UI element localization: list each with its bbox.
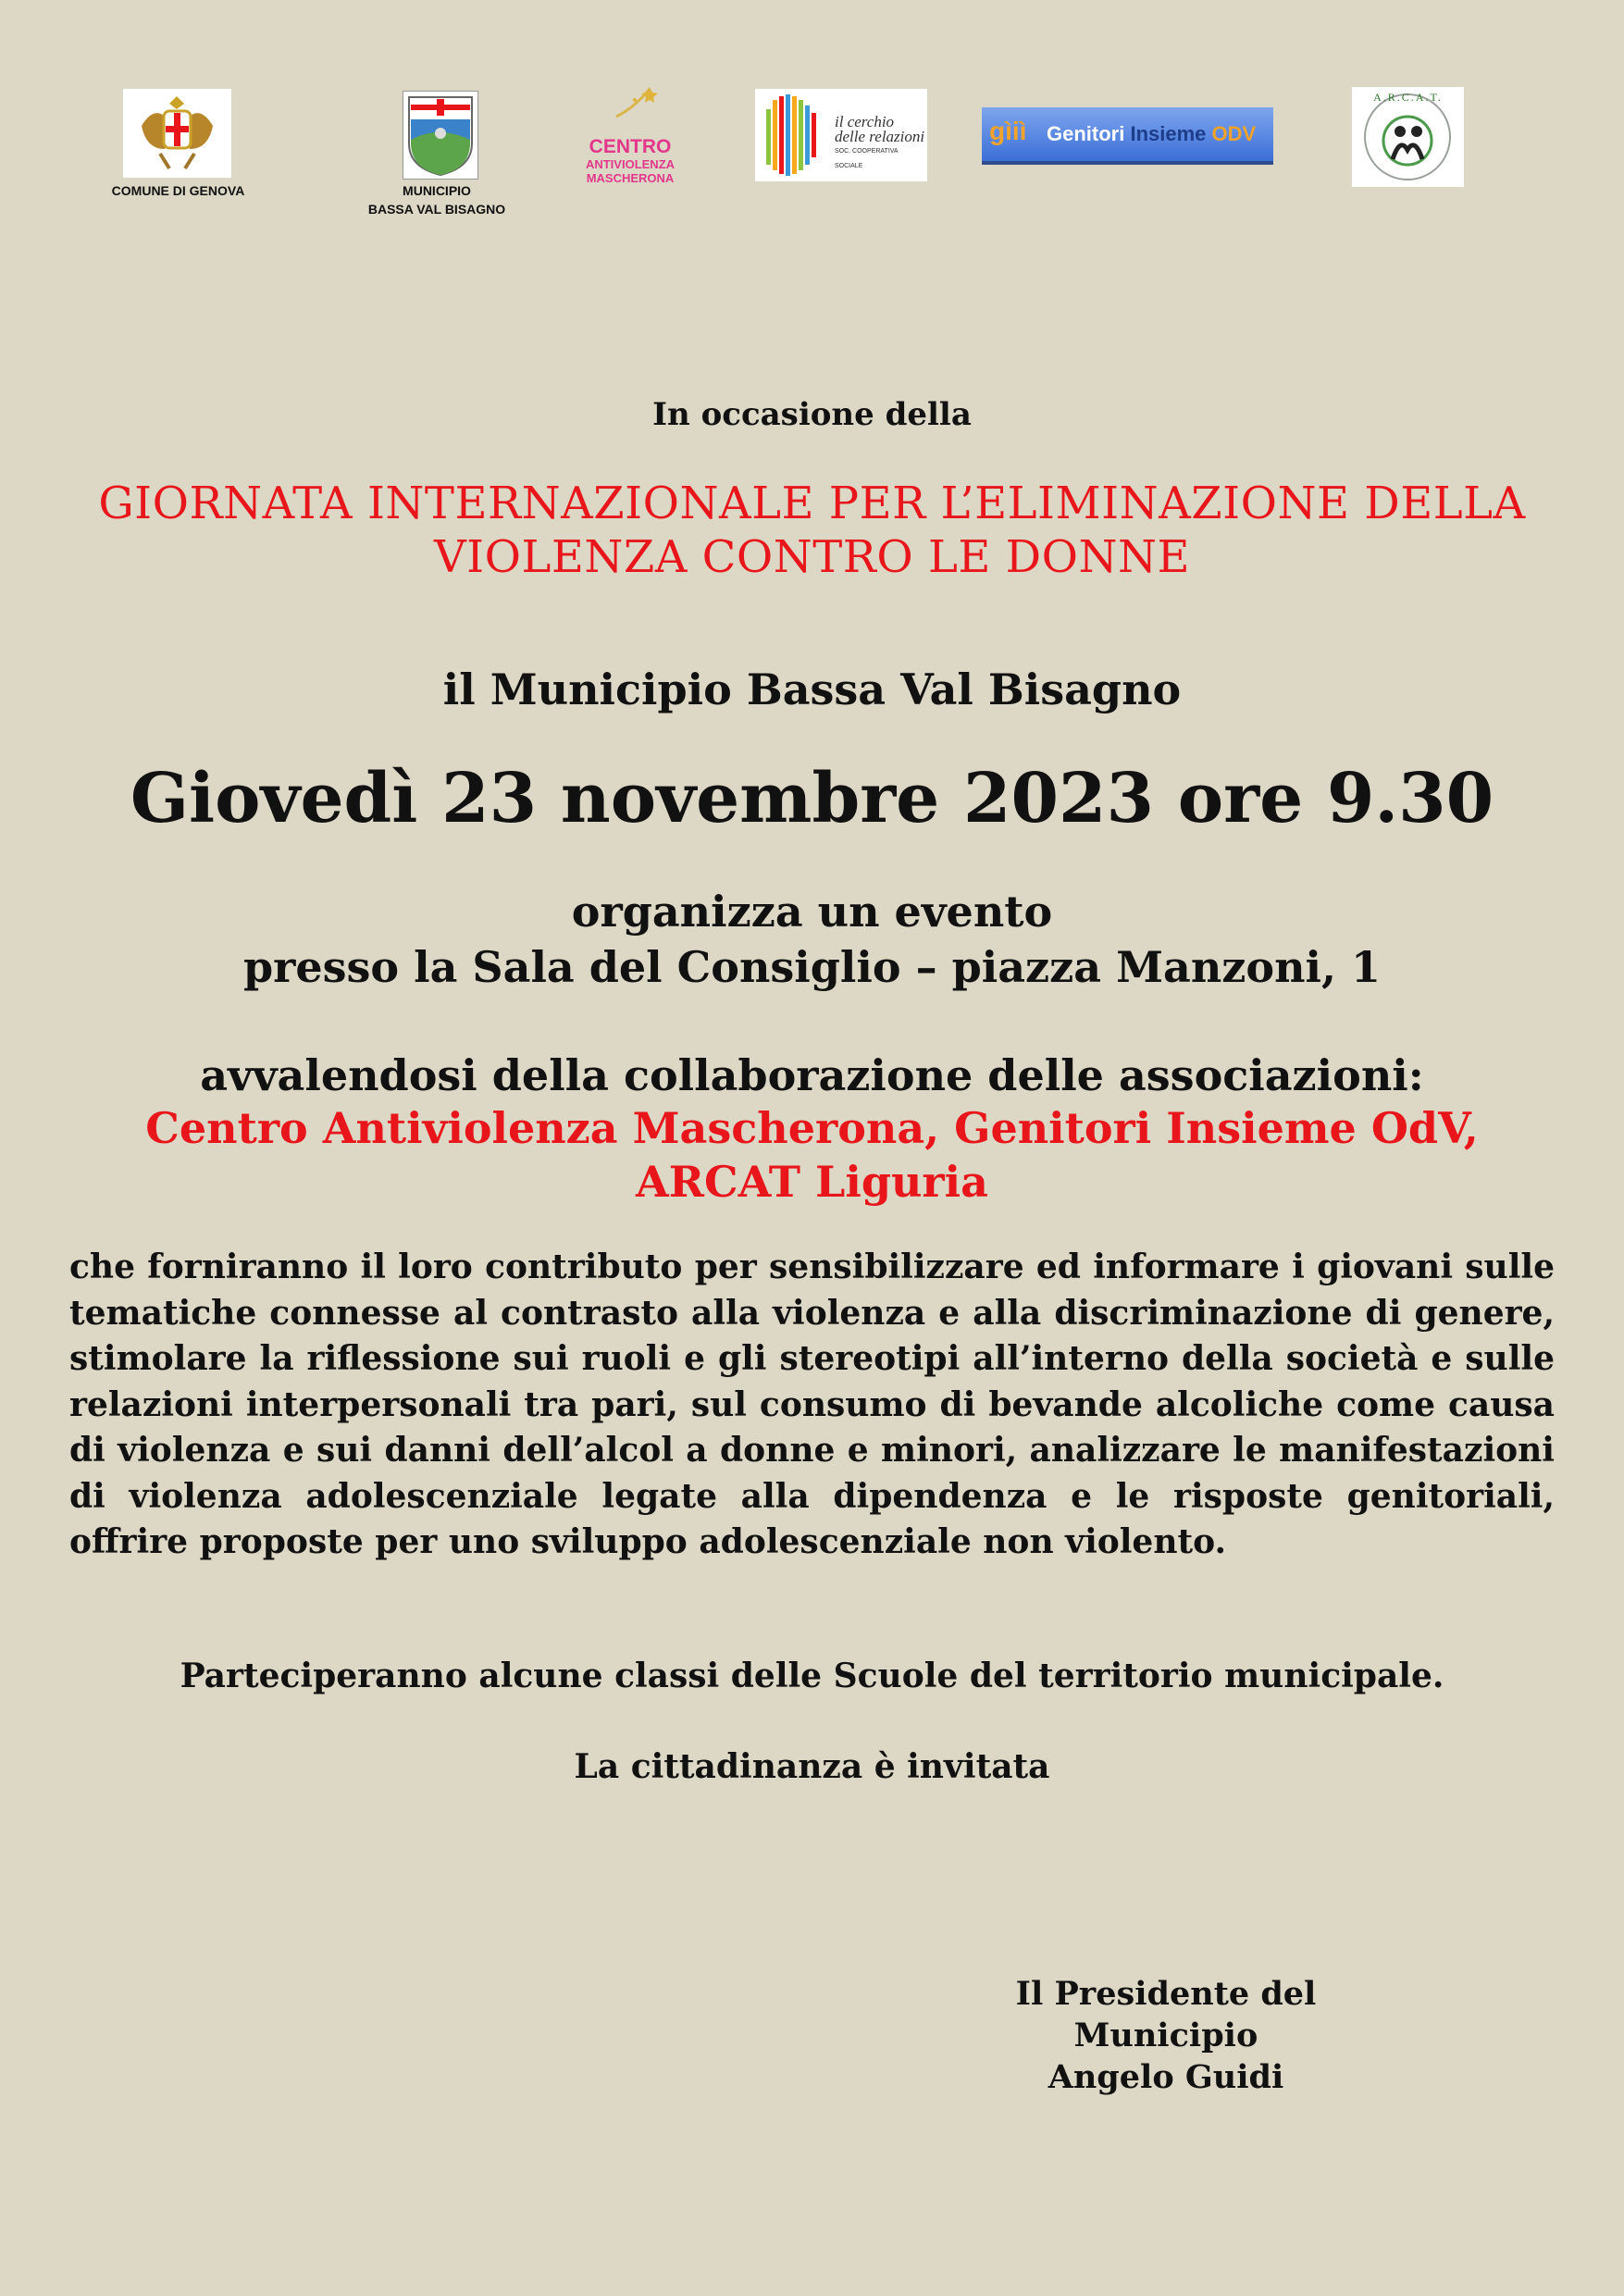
signature-name: Angelo Guidi	[1048, 2058, 1284, 2096]
associazioni-line-1: Centro Antiviolenza Mascherona, Genitori Insieme OdV,	[145, 1103, 1479, 1153]
municipio-caption-line-1: MUNICIPIO	[403, 183, 471, 198]
signature-block	[944, 1973, 1388, 2098]
avvalendosi-text: avvalendosi della collaborazione delle associazioni:	[200, 1050, 1424, 1100]
giornata-line-2: VIOLENZA CONTRO LE DONNE	[433, 531, 1191, 583]
event-date: Giovedì 23 novembre 2023 ore 9.30	[130, 759, 1494, 838]
associazioni-list	[0, 1101, 1624, 1209]
cerchio-line-1: il cerchio	[835, 113, 895, 130]
partecipano-text: Parteciperanno alcune classi delle Scuole del territorio municipale.	[180, 1657, 1444, 1695]
giornata-line-1: GIORNATA INTERNAZIONALE PER L’ELIMINAZIONE DELLA	[98, 478, 1526, 529]
cerchio-relazioni-logo	[755, 89, 927, 181]
giornata-heading	[0, 477, 1624, 584]
organizza-line-1: organizza un evento	[571, 887, 1053, 937]
comune-genova-logo	[123, 89, 231, 178]
municipio-heading: il Municipio Bassa Val Bisagno	[442, 664, 1182, 714]
centro-line-1: CENTRO	[589, 136, 672, 157]
centro-antiviolenza-logo	[579, 81, 681, 192]
organizza-line-2: presso la Sala del Consiglio – piazza Manzoni, 1	[242, 942, 1382, 992]
genitori-word-3: ODV	[1211, 122, 1257, 145]
cerchio-line-2: delle relazioni	[835, 128, 925, 145]
genova-caption: COMUNE DI GENOVA	[111, 183, 245, 198]
associazioni-line-2: ARCAT Liguria	[636, 1157, 988, 1207]
centro-line-2: ANTIVIOLENZA	[585, 157, 676, 171]
cerchio-line-3: SOC. COOPERATIVA SOCIALE	[835, 148, 899, 169]
cittadinanza-text: La cittadinanza è invitata	[574, 1747, 1050, 1786]
intro-text: In occasione della	[652, 396, 972, 433]
centro-sparkle-icon	[579, 81, 681, 118]
genitori-insieme-logo	[982, 107, 1273, 165]
body-paragraph: che forniranno il loro contributo per sensibilizzare ed informare i giovani sulle tematiche connesse al contrasto alla violenza e alla discriminazione di genere, stimolare la riflessione sui ruoli e gli stereotipi all’interno della società e sulle relazioni interpersonali tra pari, sul consumo di bevande alcoliche come causa di violenza e sui danni dell’alcol a donne e minori, analizzare le manifestazioni di violenza adolescenziale legate alla dipendenza e le risposte genitoriali, offrire proposte per uno sviluppo adolescenziale non violento.	[69, 1247, 1555, 1561]
municipio-shield-icon	[403, 92, 477, 179]
genova-crest-icon	[123, 89, 231, 178]
cerchio-stripes-icon	[761, 91, 838, 180]
genitori-mark: gìiì	[989, 117, 1027, 145]
municipio-logo	[403, 91, 478, 180]
centro-line-3: MASCHERONA	[586, 171, 675, 185]
arcat-ring-text: A.R.C.A.T.	[1373, 91, 1443, 104]
signature-role: Il Presidente del Municipio	[1015, 1975, 1317, 2054]
organizza-block	[0, 884, 1624, 995]
municipio-caption-line-2: BASSA VAL BISAGNO	[367, 202, 506, 217]
genitori-word-2: Insieme	[1130, 122, 1207, 145]
arcat-logo	[1352, 87, 1464, 187]
municipio-caption	[344, 181, 529, 218]
genitori-word-1: Genitori	[1047, 122, 1125, 145]
